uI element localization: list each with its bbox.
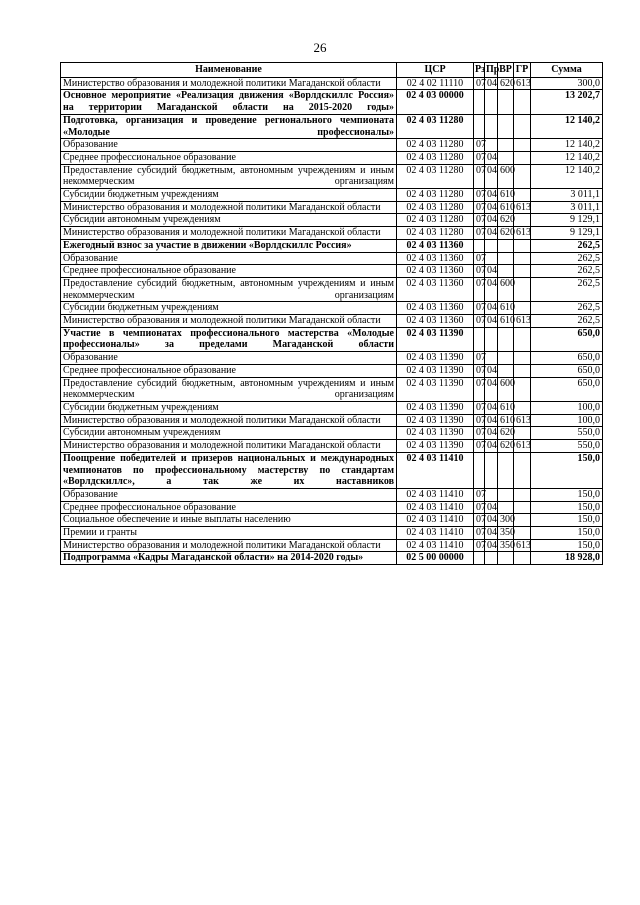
row-rz-code: 07 <box>474 151 485 164</box>
row-vr-code: 620 <box>498 440 514 453</box>
row-vr-code <box>498 364 514 377</box>
row-gr-code: 613 <box>514 440 531 453</box>
row-vr-code: 610 <box>498 315 514 328</box>
header-csr: ЦСР <box>397 63 474 78</box>
row-gr-code <box>514 552 531 565</box>
row-gr-code <box>514 514 531 527</box>
table-row <box>61 514 603 527</box>
row-name: Министерство образования и молодежной политики Магаданской области <box>61 414 397 427</box>
row-vr-code <box>498 114 514 138</box>
row-pr-code: 04 <box>485 364 498 377</box>
budget-table <box>60 62 603 565</box>
row-pr-code: 04 <box>485 164 498 188</box>
row-vr-code: 610 <box>498 201 514 214</box>
row-pr-code: 04 <box>485 302 498 315</box>
row-sum: 150,0 <box>531 527 603 540</box>
row-sum: 550,0 <box>531 427 603 440</box>
table-row <box>61 252 603 265</box>
table-row <box>61 352 603 365</box>
row-csr-code: 02 4 03 11390 <box>397 327 474 351</box>
row-pr-code: 04 <box>485 539 498 552</box>
row-vr-code <box>498 252 514 265</box>
row-pr-code <box>485 90 498 114</box>
row-csr-code: 02 4 03 11360 <box>397 277 474 301</box>
row-rz-code: 07 <box>474 440 485 453</box>
row-gr-code <box>514 377 531 401</box>
row-sum: 12 140,2 <box>531 151 603 164</box>
row-rz-code: 07 <box>474 265 485 278</box>
row-csr-code: 02 4 03 11410 <box>397 452 474 488</box>
table-row <box>61 139 603 152</box>
row-sum: 12 140,2 <box>531 164 603 188</box>
row-name: Среднее профессиональное образование <box>61 151 397 164</box>
table-row <box>61 427 603 440</box>
row-pr-code: 04 <box>485 265 498 278</box>
table-row <box>61 265 603 278</box>
row-name: Участие в чемпионатах профессионального мастерства «Молодые профессионалы» за пределами Магаданской области <box>61 327 397 351</box>
row-vr-code <box>498 501 514 514</box>
row-rz-code: 07 <box>474 77 485 90</box>
row-vr-code: 600 <box>498 277 514 301</box>
row-rz-code: 07 <box>474 514 485 527</box>
row-sum: 650,0 <box>531 377 603 401</box>
row-name: Среднее профессиональное образование <box>61 265 397 278</box>
row-sum: 262,5 <box>531 315 603 328</box>
row-csr-code: 02 4 03 11280 <box>397 164 474 188</box>
row-vr-code <box>498 265 514 278</box>
row-sum: 150,0 <box>531 501 603 514</box>
table-row <box>61 452 603 488</box>
table-row <box>61 414 603 427</box>
row-name: Ежегодный взнос за участие в движении «Ворлдскиллс Россия» <box>61 239 397 252</box>
row-pr-code <box>485 452 498 488</box>
row-sum: 262,5 <box>531 265 603 278</box>
row-name: Подпрограмма «Кадры Магаданской области» на 2014-2020 годы» <box>61 552 397 565</box>
row-rz-code <box>474 327 485 351</box>
row-gr-code <box>514 327 531 351</box>
row-vr-code: 610 <box>498 414 514 427</box>
row-rz-code: 07 <box>474 315 485 328</box>
row-rz-code: 07 <box>474 427 485 440</box>
table-row <box>61 77 603 90</box>
table-row <box>61 164 603 188</box>
row-rz-code <box>474 239 485 252</box>
row-pr-code <box>485 114 498 138</box>
row-pr-code: 04 <box>485 377 498 401</box>
row-csr-code: 02 4 03 11280 <box>397 214 474 227</box>
row-gr-code <box>514 90 531 114</box>
row-name: Образование <box>61 252 397 265</box>
row-rz-code: 07 <box>474 252 485 265</box>
row-vr-code: 620 <box>498 227 514 240</box>
row-gr-code <box>514 239 531 252</box>
row-csr-code: 02 4 03 11390 <box>397 377 474 401</box>
row-pr-code: 04 <box>485 277 498 301</box>
row-gr-code: 613 <box>514 227 531 240</box>
table-row <box>61 201 603 214</box>
row-gr-code: 613 <box>514 77 531 90</box>
row-pr-code <box>485 252 498 265</box>
row-vr-code <box>498 552 514 565</box>
row-vr-code <box>498 352 514 365</box>
row-name: Предоставление субсидий бюджетным, автономным учреждениям и иным некоммерческим организациям <box>61 164 397 188</box>
row-vr-code <box>498 488 514 501</box>
row-pr-code: 04 <box>485 151 498 164</box>
row-csr-code: 02 4 03 11280 <box>397 201 474 214</box>
row-name: Субсидии бюджетным учреждениям <box>61 302 397 315</box>
row-rz-code: 07 <box>474 302 485 315</box>
row-vr-code: 610 <box>498 189 514 202</box>
row-pr-code: 04 <box>485 77 498 90</box>
row-sum: 650,0 <box>531 352 603 365</box>
table-row <box>61 488 603 501</box>
row-sum: 100,0 <box>531 414 603 427</box>
row-gr-code <box>514 427 531 440</box>
row-name: Среднее профессиональное образование <box>61 501 397 514</box>
row-sum: 262,5 <box>531 239 603 252</box>
row-sum: 18 928,0 <box>531 552 603 565</box>
row-gr-code <box>514 302 531 315</box>
row-rz-code: 07 <box>474 189 485 202</box>
row-vr-code: 610 <box>498 302 514 315</box>
row-csr-code: 02 4 03 11280 <box>397 227 474 240</box>
row-vr-code <box>498 151 514 164</box>
row-name: Поощрение победителей и призеров национальных и международных чемпионатов по профессиональному мастерству по стандартам «Ворлдскиллс», а так же их наставников <box>61 452 397 488</box>
table-row <box>61 302 603 315</box>
row-pr-code: 04 <box>485 440 498 453</box>
row-sum: 150,0 <box>531 452 603 488</box>
row-gr-code <box>514 265 531 278</box>
row-pr-code: 04 <box>485 527 498 540</box>
row-vr-code: 620 <box>498 77 514 90</box>
row-csr-code: 02 4 03 11410 <box>397 514 474 527</box>
table-row <box>61 539 603 552</box>
row-name: Министерство образования и молодежной политики Магаданской области <box>61 227 397 240</box>
row-name: Министерство образования и молодежной политики Магаданской области <box>61 315 397 328</box>
row-vr-code <box>498 90 514 114</box>
row-csr-code: 02 4 03 11410 <box>397 501 474 514</box>
row-sum: 300,0 <box>531 77 603 90</box>
row-gr-code <box>514 214 531 227</box>
row-name: Образование <box>61 139 397 152</box>
table-row <box>61 440 603 453</box>
row-vr-code <box>498 327 514 351</box>
row-csr-code: 02 4 03 11280 <box>397 139 474 152</box>
row-rz-code: 07 <box>474 377 485 401</box>
row-gr-code: 613 <box>514 315 531 328</box>
header-rz: Рз <box>474 63 485 78</box>
row-name: Министерство образования и молодежной политики Магаданской области <box>61 539 397 552</box>
row-csr-code: 02 4 03 11410 <box>397 488 474 501</box>
row-csr-code: 02 4 03 00000 <box>397 90 474 114</box>
row-rz-code: 07 <box>474 401 485 414</box>
table-row <box>61 377 603 401</box>
row-vr-code <box>498 452 514 488</box>
row-csr-code: 02 4 03 11410 <box>397 539 474 552</box>
row-rz-code: 07 <box>474 214 485 227</box>
page-number: 26 <box>313 40 327 55</box>
row-sum: 150,0 <box>531 514 603 527</box>
row-pr-code: 04 <box>485 401 498 414</box>
row-vr-code: 350 <box>498 539 514 552</box>
row-vr-code: 620 <box>498 427 514 440</box>
header-name: Наименование <box>61 63 397 78</box>
row-sum: 3 011,1 <box>531 189 603 202</box>
row-csr-code: 02 4 03 11360 <box>397 265 474 278</box>
row-csr-code: 02 4 03 11360 <box>397 302 474 315</box>
row-name: Министерство образования и молодежной политики Магаданской области <box>61 440 397 453</box>
row-pr-code <box>485 352 498 365</box>
row-csr-code: 02 4 03 11280 <box>397 114 474 138</box>
row-pr-code <box>485 327 498 351</box>
row-csr-code: 02 4 02 11110 <box>397 77 474 90</box>
row-vr-code: 600 <box>498 164 514 188</box>
row-name: Субсидии автономным учреждениям <box>61 214 397 227</box>
header-vr: ВР <box>498 63 514 78</box>
row-gr-code <box>514 189 531 202</box>
row-sum: 9 129,1 <box>531 214 603 227</box>
row-rz-code: 07 <box>474 139 485 152</box>
row-rz-code: 07 <box>474 501 485 514</box>
row-sum: 550,0 <box>531 440 603 453</box>
row-sum: 3 011,1 <box>531 201 603 214</box>
row-name: Премии и гранты <box>61 527 397 540</box>
row-sum: 262,5 <box>531 302 603 315</box>
row-sum: 12 140,2 <box>531 114 603 138</box>
table-header-row <box>61 63 603 78</box>
row-pr-code: 04 <box>485 501 498 514</box>
table-row <box>61 501 603 514</box>
row-vr-code: 620 <box>498 214 514 227</box>
row-gr-code: 613 <box>514 414 531 427</box>
row-name: Субсидии бюджетным учреждениям <box>61 401 397 414</box>
row-csr-code: 02 4 03 11390 <box>397 440 474 453</box>
row-gr-code <box>514 527 531 540</box>
table-row <box>61 151 603 164</box>
header-pr: Пр <box>485 63 498 78</box>
row-rz-code: 07 <box>474 201 485 214</box>
row-gr-code <box>514 501 531 514</box>
row-rz-code <box>474 114 485 138</box>
row-csr-code: 02 4 03 11390 <box>397 352 474 365</box>
row-pr-code: 04 <box>485 201 498 214</box>
row-name: Социальное обеспечение и иные выплаты населению <box>61 514 397 527</box>
row-pr-code: 04 <box>485 414 498 427</box>
table-row <box>61 239 603 252</box>
row-name: Субсидии автономным учреждениям <box>61 427 397 440</box>
row-vr-code <box>498 239 514 252</box>
row-name: Образование <box>61 488 397 501</box>
row-name: Министерство образования и молодежной политики Магаданской области <box>61 201 397 214</box>
row-gr-code <box>514 488 531 501</box>
table-row <box>61 552 603 565</box>
table-row <box>61 401 603 414</box>
row-sum: 150,0 <box>531 539 603 552</box>
row-pr-code: 04 <box>485 227 498 240</box>
row-csr-code: 02 4 03 11360 <box>397 252 474 265</box>
row-sum: 12 140,2 <box>531 139 603 152</box>
header-sum: Сумма <box>531 63 603 78</box>
row-rz-code: 07 <box>474 488 485 501</box>
row-gr-code <box>514 139 531 152</box>
table-row <box>61 214 603 227</box>
row-rz-code: 07 <box>474 227 485 240</box>
row-pr-code: 04 <box>485 427 498 440</box>
row-name: Предоставление субсидий бюджетным, автономным учреждениям и иным некоммерческим организациям <box>61 377 397 401</box>
row-gr-code <box>514 114 531 138</box>
row-gr-code <box>514 401 531 414</box>
row-rz-code <box>474 452 485 488</box>
table-row <box>61 315 603 328</box>
row-gr-code <box>514 452 531 488</box>
row-rz-code: 07 <box>474 277 485 301</box>
row-gr-code: 613 <box>514 201 531 214</box>
row-name: Субсидии бюджетным учреждениям <box>61 189 397 202</box>
table-row <box>61 227 603 240</box>
row-rz-code <box>474 552 485 565</box>
row-sum: 9 129,1 <box>531 227 603 240</box>
table-row <box>61 114 603 138</box>
row-name: Министерство образования и молодежной политики Магаданской области <box>61 77 397 90</box>
row-gr-code <box>514 277 531 301</box>
row-gr-code <box>514 252 531 265</box>
row-vr-code: 600 <box>498 377 514 401</box>
row-gr-code <box>514 164 531 188</box>
row-gr-code: 613 <box>514 539 531 552</box>
row-sum: 262,5 <box>531 277 603 301</box>
row-pr-code: 04 <box>485 315 498 328</box>
table-row <box>61 364 603 377</box>
row-gr-code <box>514 352 531 365</box>
row-rz-code: 07 <box>474 414 485 427</box>
row-csr-code: 02 4 03 11390 <box>397 401 474 414</box>
row-sum: 13 202,7 <box>531 90 603 114</box>
row-pr-code <box>485 139 498 152</box>
row-vr-code: 350 <box>498 527 514 540</box>
row-csr-code: 02 4 03 11410 <box>397 527 474 540</box>
table-row <box>61 189 603 202</box>
row-vr-code <box>498 139 514 152</box>
row-sum: 262,5 <box>531 252 603 265</box>
row-rz-code <box>474 90 485 114</box>
row-vr-code: 300 <box>498 514 514 527</box>
row-rz-code: 07 <box>474 527 485 540</box>
row-sum: 150,0 <box>531 488 603 501</box>
row-pr-code: 04 <box>485 189 498 202</box>
row-pr-code <box>485 239 498 252</box>
row-name: Подготовка, организация и проведение регионального чемпионата «Молодые профессионалы» <box>61 114 397 138</box>
row-csr-code: 02 4 03 11390 <box>397 414 474 427</box>
row-rz-code: 07 <box>474 364 485 377</box>
row-sum: 100,0 <box>531 401 603 414</box>
row-csr-code: 02 4 03 11280 <box>397 189 474 202</box>
row-rz-code: 07 <box>474 164 485 188</box>
row-csr-code: 02 4 03 11390 <box>397 364 474 377</box>
row-vr-code: 610 <box>498 401 514 414</box>
row-csr-code: 02 4 03 11360 <box>397 239 474 252</box>
row-sum: 650,0 <box>531 327 603 351</box>
row-name: Образование <box>61 352 397 365</box>
table-row <box>61 90 603 114</box>
row-csr-code: 02 4 03 11360 <box>397 315 474 328</box>
row-pr-code <box>485 488 498 501</box>
row-rz-code: 07 <box>474 539 485 552</box>
table-row <box>61 327 603 351</box>
row-name: Предоставление субсидий бюджетным, автономным учреждениям и иным некоммерческим организациям <box>61 277 397 301</box>
table-row <box>61 527 603 540</box>
row-gr-code <box>514 151 531 164</box>
table-body <box>61 77 603 564</box>
row-csr-code: 02 5 00 00000 <box>397 552 474 565</box>
row-pr-code: 04 <box>485 214 498 227</box>
row-sum: 650,0 <box>531 364 603 377</box>
table-row <box>61 277 603 301</box>
row-csr-code: 02 4 03 11390 <box>397 427 474 440</box>
row-name: Основное мероприятие «Реализация движения «Ворлдскиллс Россия» на территории Магаданской области на 2015-2020 годы» <box>61 90 397 114</box>
header-gr: ГР <box>514 63 531 78</box>
row-pr-code: 04 <box>485 514 498 527</box>
row-rz-code: 07 <box>474 352 485 365</box>
row-gr-code <box>514 364 531 377</box>
row-pr-code <box>485 552 498 565</box>
row-name: Среднее профессиональное образование <box>61 364 397 377</box>
row-csr-code: 02 4 03 11280 <box>397 151 474 164</box>
